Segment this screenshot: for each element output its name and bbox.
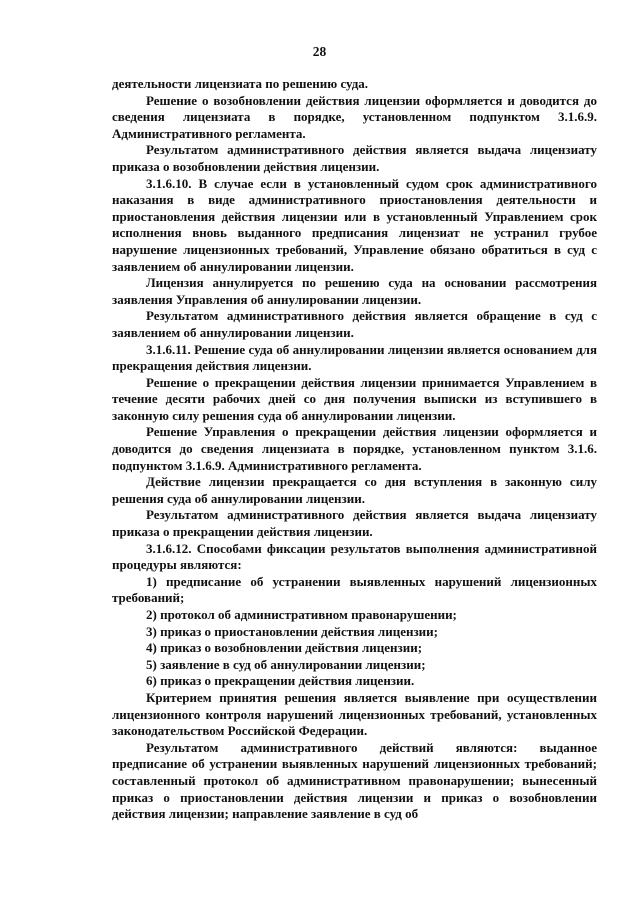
paragraph: Решение о прекращении действия лицензии принимается Управлением в течение десяти рабочих дней со дня получения выписки из вступившего в законную силу решения суда об аннулировании лицензии.: [112, 374, 597, 423]
list-item: 2) протокол об административном правонарушении;: [146, 607, 457, 622]
paragraph: Результатом административного действия является выдача лицензиату приказа о возобновлении действия лицензии.: [112, 142, 597, 174]
list-item: 5) заявление в суд об аннулировании лицензии;: [146, 656, 426, 672]
paragraph-3-1-6-12: 3.1.6.12. Способами фиксации результатов выполнения административной процедуры являются:: [112, 540, 597, 573]
paragraph: Лицензия аннулируется по решению суда на основании рассмотрения заявления Управления об аннулировании лицензии.: [112, 275, 597, 307]
paragraph-continuation: деятельности лицензиата по решению суда.: [112, 76, 369, 91]
list-item: 4) приказ о возобновлении действия лицензии;: [146, 640, 423, 656]
list-item: 1) предписание об устранении выявленных нарушений лицензионных требований;: [112, 573, 597, 606]
paragraph: Решение о возобновлении действия лицензии оформляется и доводится до сведения лицензиата в порядке, установленном подпунктом 3.1.6.9. Административного регламента.: [112, 92, 597, 141]
paragraph: Действие лицензии прекращается со дня вступления в законную силу решения суда об аннулировании лицензии.: [112, 474, 597, 506]
list-item: 6) приказ о прекращении действия лицензии.: [146, 673, 415, 689]
paragraph: Результатом административного действия является выдача лицензиату приказа о прекращении действия лицензии.: [112, 507, 597, 540]
paragraph: Решение Управления о прекращении действия лицензии оформляется и доводится до сведения лицензиата в порядке, установленном пунктом 3.1.6. подпунктом 3.1.6.9. Административного регламента.: [112, 424, 597, 473]
list-item: 3) приказ о приостановлении действия лицензии;: [146, 623, 438, 639]
paragraph: Результатом административного действий являются: выданное предписание об устранении выявленных нарушений лицензионных требований; составленный протокол об административном правонарушении; вынесенный приказ о приостановлении действия лицензии и приказ о возобновлении действия лицензии; направление заявление в суд об: [112, 739, 597, 822]
paragraph-3-1-6-10: 3.1.6.10. В случае если в установленный судом срок административного наказания в виде административного приостановления деятельности и приостановления действия лицензии или в установленный Управлением срок исполнения вновь выданного предписания лицензиат не устранил грубое нарушение лицензионных требований, Управление обязано обратиться в суд с заявлением об аннулировании лицензии.: [112, 175, 597, 274]
paragraph: Результатом административного действия является обращение в суд с заявлением об аннулировании лицензии.: [112, 308, 597, 340]
paragraph-3-1-6-11: 3.1.6.11. Решение суда об аннулировании лицензии является основанием для прекращения действия лицензии.: [112, 341, 597, 374]
page-number: 28: [312, 44, 327, 59]
paragraph: Критерием принятия решения является выявление при осуществлении лицензионного контроля нарушений лицензионных требований, установленных законодательством Российской Федерации.: [112, 689, 597, 739]
